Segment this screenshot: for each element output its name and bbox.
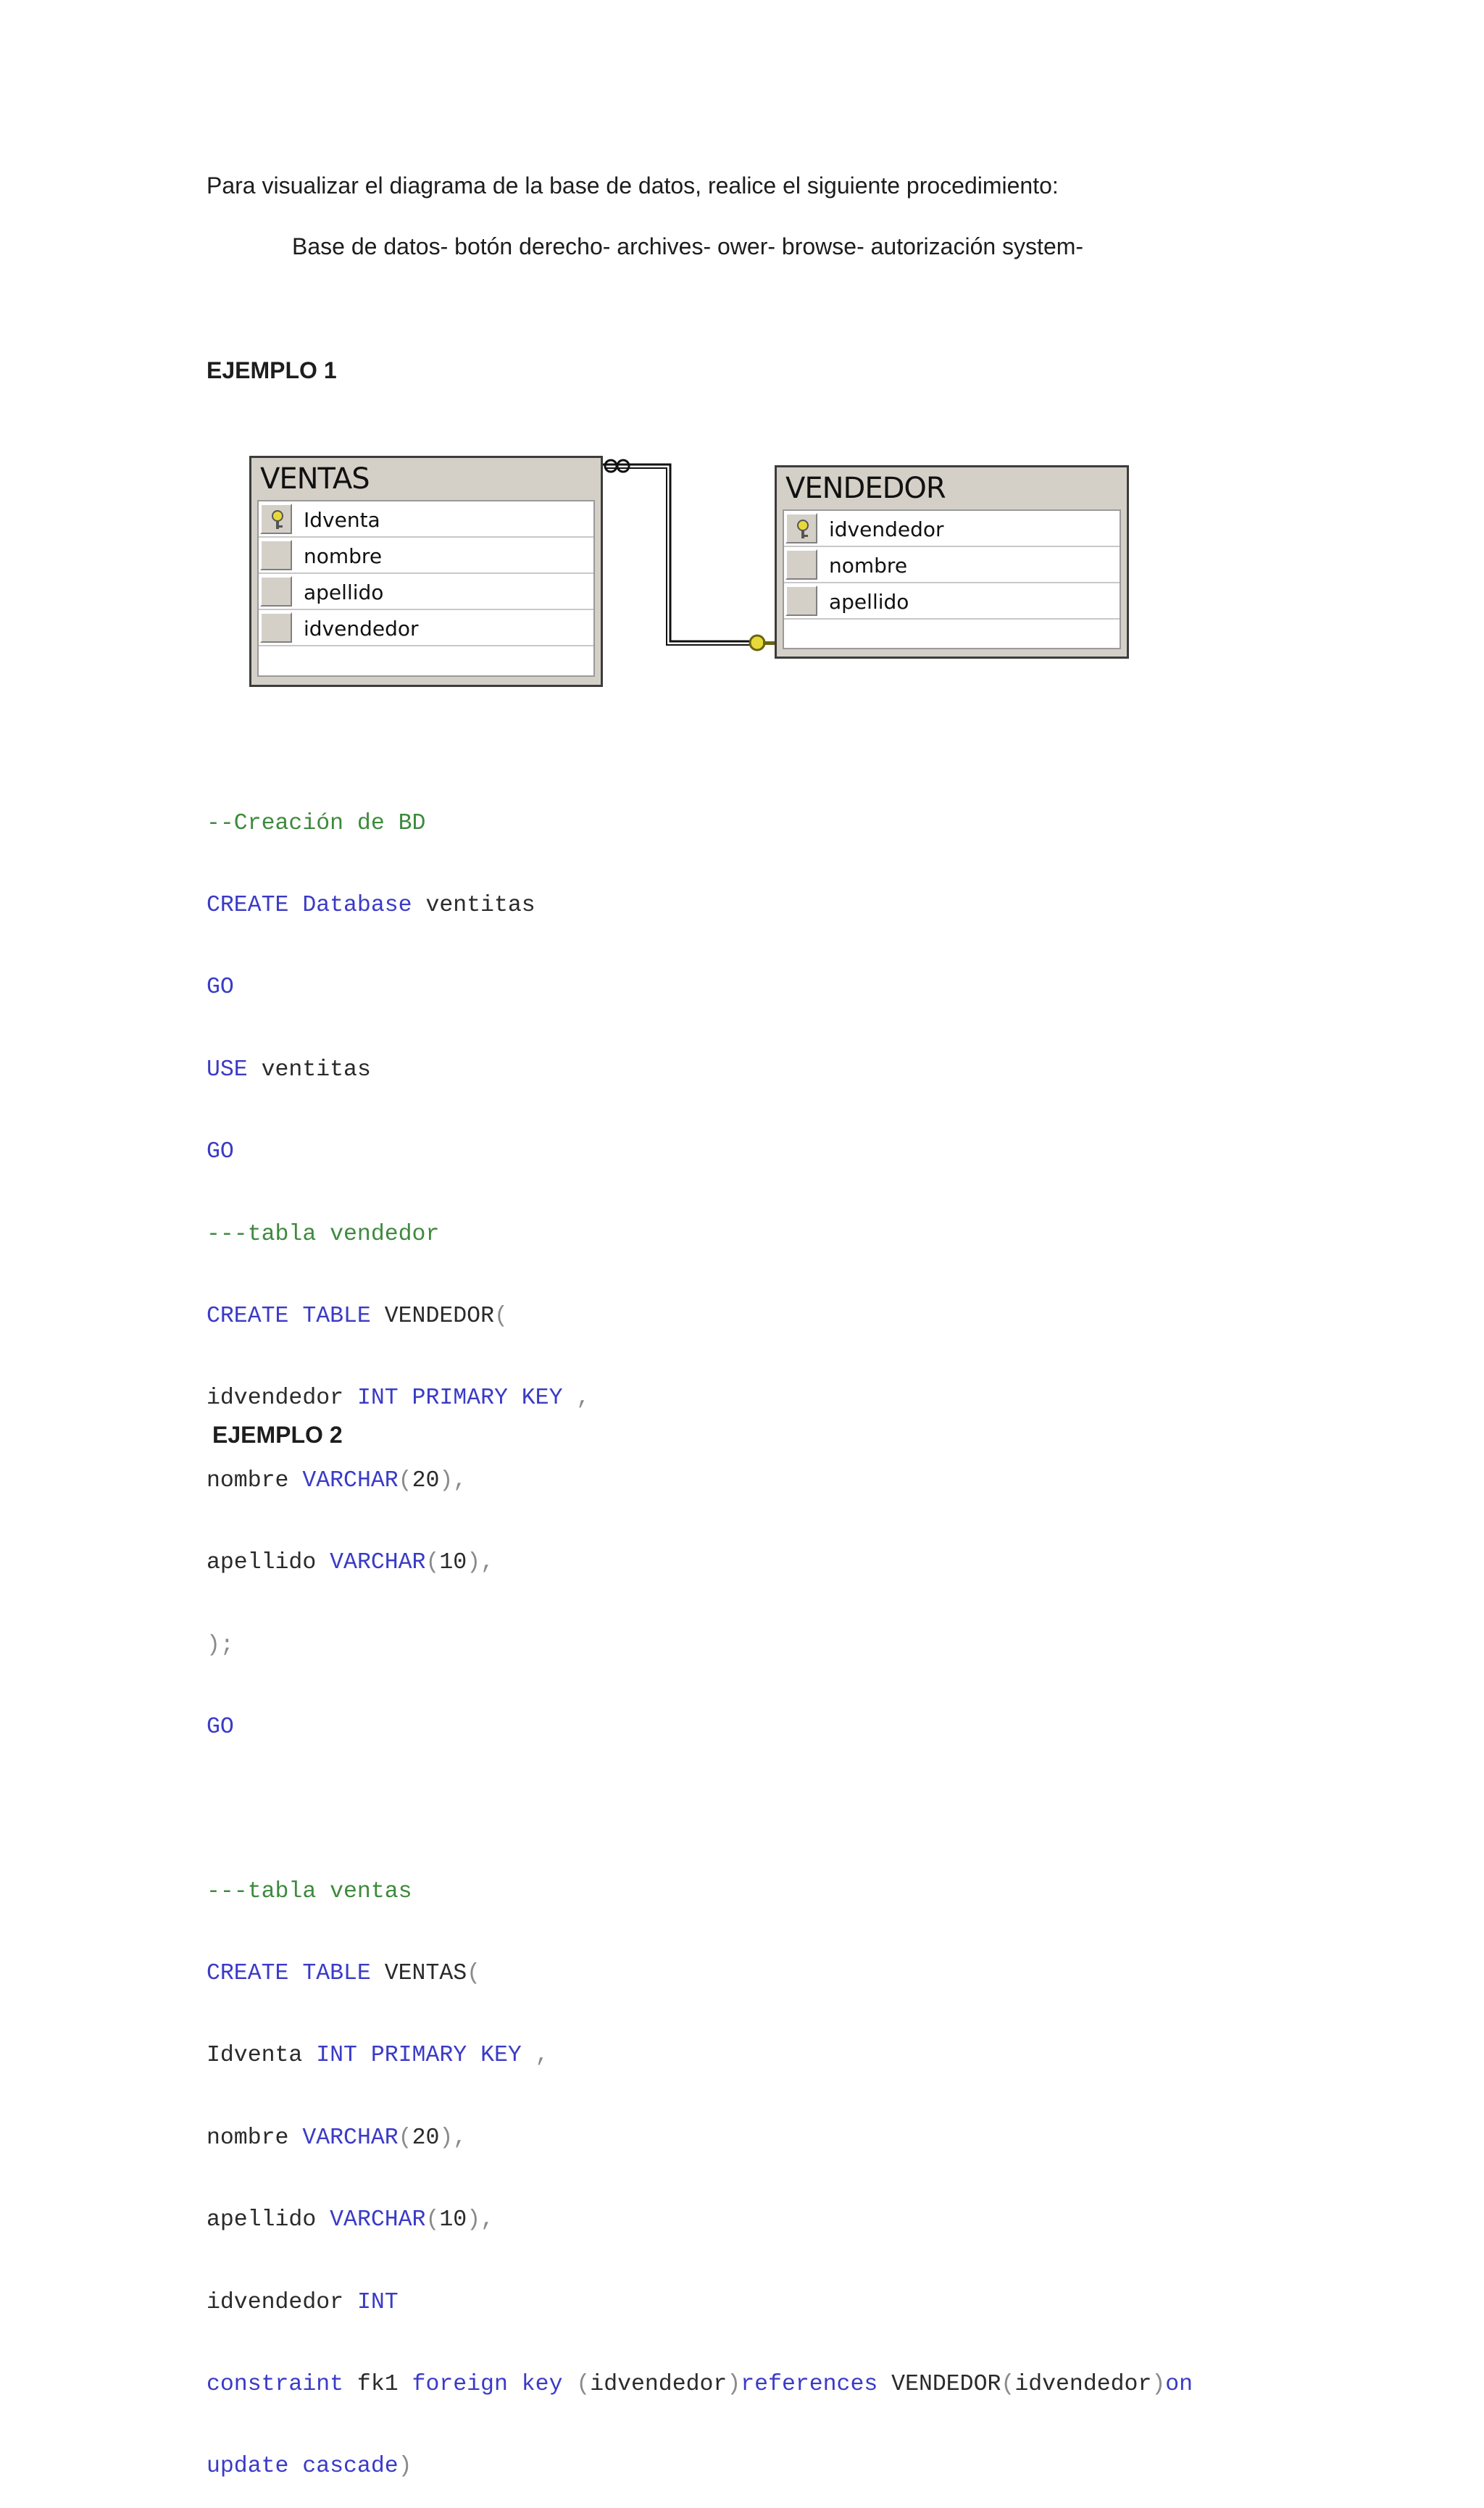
sql-code-block: [207, 755, 1193, 2508]
field-name: nombre: [829, 554, 908, 578]
table-row[interactable]: [784, 547, 1120, 583]
vendedor-table[interactable]: [775, 465, 1129, 659]
intro-paragraph: Para visualizar el diagrama de la base de datos, realice el siguiente procedimiento:: [207, 172, 1059, 199]
code-line: ---tabla vendedor: [207, 1221, 440, 1247]
code-line: apellido VARCHAR(10),: [207, 2207, 494, 2233]
code-line: CREATE TABLE VENDEDOR(: [207, 1303, 508, 1329]
field-name: apellido: [829, 590, 909, 614]
code-line: update cascade): [207, 2454, 412, 2480]
infinity-icon: [605, 460, 629, 472]
example-1-heading: EJEMPLO 1: [207, 357, 337, 383]
code-line: USE ventitas: [207, 1057, 371, 1083]
key-icon: [794, 519, 812, 541]
code-line: nombre VARCHAR(20),: [207, 2125, 467, 2151]
code-line: );: [207, 1632, 234, 1658]
field-name: Idventa: [304, 508, 380, 532]
field-name: idvendedor: [829, 517, 944, 541]
example-2-heading: EJEMPLO 2: [212, 1422, 343, 1448]
table-row[interactable]: [259, 574, 593, 610]
code-line: idvendedor INT PRIMARY KEY ,: [207, 1386, 591, 1412]
code-line: GO: [207, 1714, 234, 1740]
code-line: ---tabla ventas: [207, 1878, 412, 1904]
vendedor-table-title: VENDEDOR: [785, 472, 946, 505]
table-row[interactable]: [259, 538, 593, 574]
relationship-line: [0, 0, 1484, 725]
table-row[interactable]: [784, 583, 1120, 620]
code-line: constraint fk1 foreign key (idvendedor)references VENDEDOR(idvendedor)on: [207, 2372, 1193, 2398]
ventas-table[interactable]: [249, 456, 603, 687]
key-icon: [750, 636, 776, 650]
code-line: GO: [207, 975, 234, 1001]
table-row[interactable]: [784, 511, 1120, 547]
code-line: [207, 1796, 1193, 1823]
key-icon: [269, 509, 286, 531]
code-line: Idventa INT PRIMARY KEY ,: [207, 2043, 549, 2069]
table-row[interactable]: [259, 610, 593, 646]
code-line: nombre VARCHAR(20),: [207, 1467, 467, 1493]
code-line: idvendedor INT: [207, 2289, 399, 2315]
code-line: apellido VARCHAR(10),: [207, 1550, 494, 1576]
code-line: CREATE TABLE VENTAS(: [207, 1961, 481, 1987]
field-name: apellido: [304, 580, 384, 604]
field-name: idvendedor: [304, 617, 419, 641]
steps-paragraph: Base de datos- botón derecho- archives- ower- browse- autorización system-: [292, 233, 1084, 259]
code-line: --Creación de BD: [207, 810, 426, 836]
table-row[interactable]: [259, 501, 593, 538]
ventas-table-title: VENTAS: [260, 462, 370, 496]
field-name: nombre: [304, 544, 383, 568]
code-line: CREATE Database ventitas: [207, 892, 535, 918]
code-line: GO: [207, 1139, 234, 1165]
